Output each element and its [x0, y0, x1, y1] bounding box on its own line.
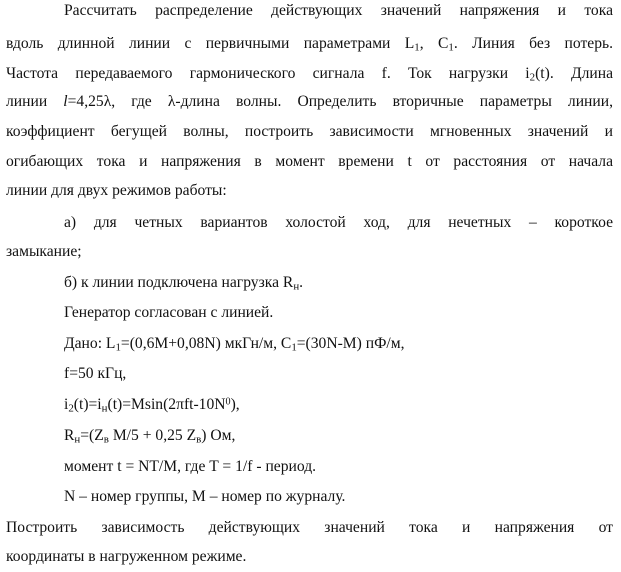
given-line-1: Дано: $L_1=(0,6M+0,08N)$ мкГн/м, $C_1=(30N-M)$ пФ/м, — [64, 335, 405, 354]
final-line-2: координаты в нагруженном режиме. — [6, 548, 247, 565]
given-line-3: $i_2(t)=i_н(t)=Msin(2\pi ft-10N^0)$, — [64, 396, 240, 415]
generator-line: Генератор согласован с линией. — [64, 304, 274, 321]
paragraph-line-7: линии для двух режимов работы: — [6, 182, 227, 199]
mode-a-line-1: а) для четных вариантов холостой ход, для нечетных – короткое — [64, 214, 613, 231]
paragraph-line-2: вдоль длинной линии с первичными параметрами $L_1$, $C_1$. Линия без потерь. — [6, 35, 613, 54]
given-line-2: f=50 кГц, — [64, 365, 127, 382]
final-line-1: Построить зависимость действующих значений тока и напряжения от — [6, 519, 613, 536]
mode-b-line: б) к линии подключена нагрузка $R_н$. — [64, 274, 304, 293]
given-line-5: момент t = NT/M, где T = 1/f - период. — [64, 458, 317, 475]
paragraph-line-4: линии l=4,25λ, где λ-длина волны. Определить вторичные параметры линии, — [6, 93, 613, 110]
paragraph-line-3: Частота передаваемого гармонического сигнала f. Ток нагрузки $i_2(t)$. Длина — [6, 65, 613, 84]
mode-a-line-2: замыкание; — [6, 243, 82, 260]
paragraph-line-1: Рассчитать распределение действующих значений напряжения и тока — [64, 2, 613, 19]
paragraph-line-5: коэффициент бегущей волны, построить зависимости мгновенных значений и — [6, 123, 613, 140]
given-line-4: $R_н=(Z_в$ M/5 + 0,25 $Z_в$) Ом, — [64, 427, 236, 446]
given-line-6: N – номер группы, M – номер по журналу. — [64, 488, 346, 505]
paragraph-line-6: огибающих тока и напряжения в момент времени t от расстояния от начала — [6, 153, 613, 170]
